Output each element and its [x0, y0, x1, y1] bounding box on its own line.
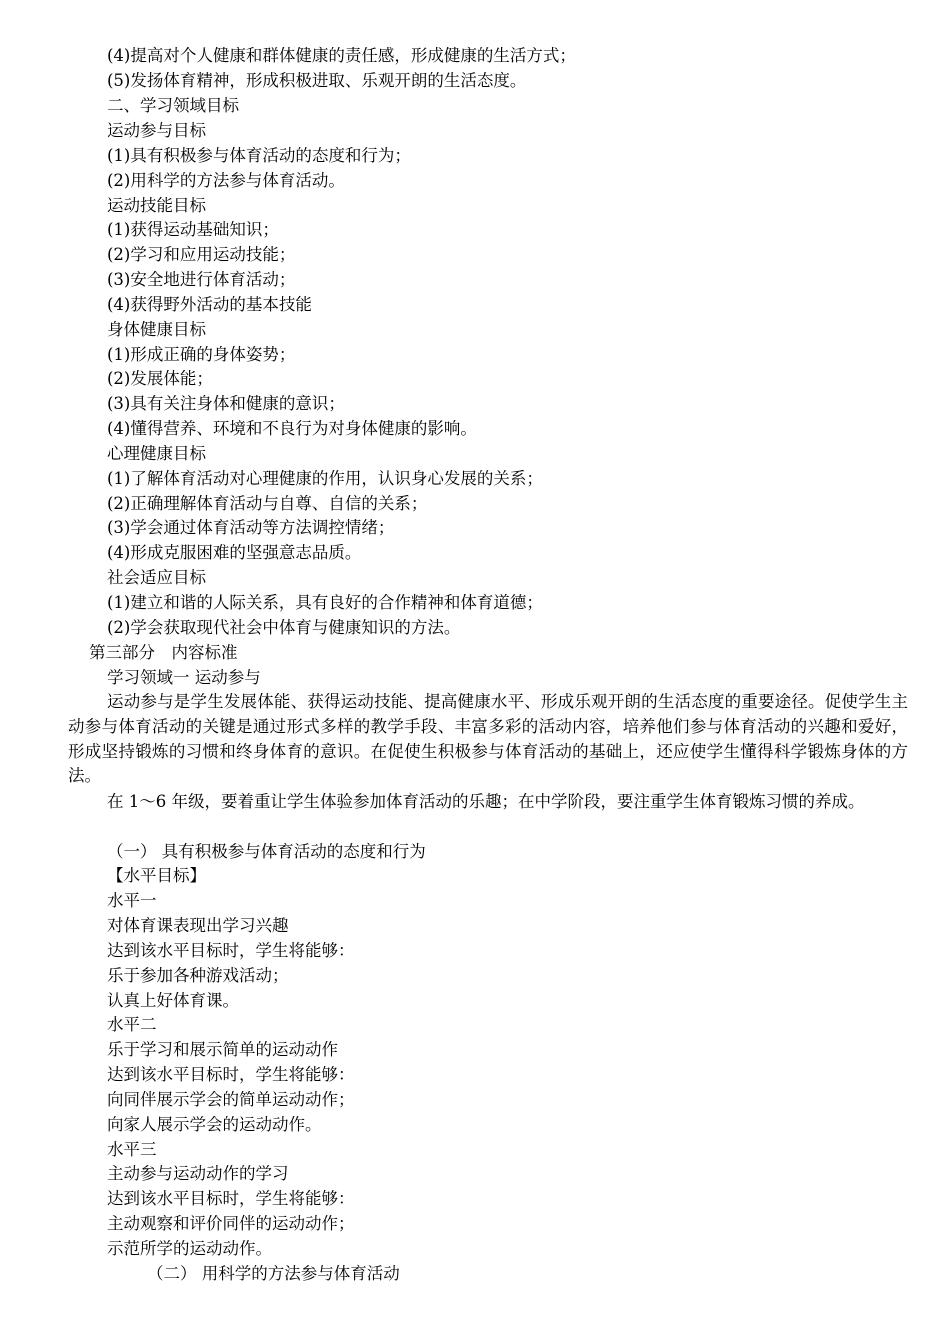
text-line: (4)提高对个人健康和群体健康的责任感，形成健康的生活方式； [107, 46, 576, 65]
subsection-heading: 社会适应目标 [107, 568, 206, 587]
section-heading: （二） 用科学的方法参与体育活动 [147, 1264, 400, 1283]
text-line: (1)建立和谐的人际关系，具有良好的合作精神和体育道德； [107, 593, 543, 612]
text-line: (2)用科学的方法参与体育活动。 [107, 171, 345, 190]
text-line: (1)获得运动基础知识； [107, 220, 279, 239]
text-line: (1)具有积极参与体育活动的态度和行为； [107, 146, 411, 165]
text-line: (2)学会获取现代社会中体育与健康知识的方法。 [107, 618, 461, 637]
text-line: (2)学习和应用运动技能； [107, 245, 296, 264]
section-heading: 二、学习领域目标 [107, 96, 239, 115]
text-line: 示范所学的运动动作。 [107, 1239, 272, 1258]
body-paragraph: 在 1～6 年级，要着重让学生体验参加体育活动的乐趣；在中学阶段，要注重学生体育锻炼习惯的养成。 [107, 792, 865, 811]
text-line: (2)正确理解体育活动与自尊、自信的关系； [107, 494, 428, 513]
text-line: 主动参与运动动作的学习 [107, 1164, 289, 1183]
text-line: (2)发展体能； [107, 369, 213, 388]
level-heading: 水平一 [107, 891, 157, 910]
section-heading: （一） 具有积极参与体育活动的态度和行为 [107, 842, 426, 861]
text-line: 乐于学习和展示简单的运动动作 [107, 1040, 338, 1059]
text-line: 主动观察和评价同伴的运动动作； [107, 1214, 355, 1233]
text-line: 认真上好体育课。 [107, 991, 239, 1010]
text-line: (4)形成克服困难的坚强意志品质。 [107, 543, 362, 562]
text-line: 对体育课表现出学习兴趣 [107, 916, 289, 935]
subsection-heading: 身体健康目标 [107, 320, 206, 339]
text-line: 达到该水平目标时，学生将能够： [107, 1189, 355, 1208]
text-line: 向家人展示学会的运动动作。 [107, 1115, 322, 1134]
body-paragraph: 运动参与是学生发展体能、获得运动技能、提高健康水平、形成乐观开朗的生活态度的重要途径。促使学生主动参与体育活动的关键是通过形式多样的教学手段、丰富多彩的活动内容，培养他们参与体育活动的兴趣和爱好，形成坚持锻炼的习惯和终身体育的意识。在促使生积极参与体育活动的基础上，还应使学生懂得科学锻炼身体的方法。 [68, 692, 908, 786]
text-line: (1)形成正确的身体姿势； [107, 345, 296, 364]
subsection-heading: 心理健康目标 [107, 444, 206, 463]
text-line: 达到该水平目标时，学生将能够： [107, 1065, 355, 1084]
text-line: (5)发扬体育精神，形成积极进取、乐观开朗的生活态度。 [107, 71, 527, 90]
text-line: (3)具有关注身体和健康的意识； [107, 394, 345, 413]
text-line: (3)安全地进行体育活动； [107, 270, 296, 289]
bracket-heading: 【水平目标】 [107, 866, 206, 885]
text-line: 达到该水平目标时，学生将能够： [107, 941, 355, 960]
level-heading: 水平二 [107, 1015, 157, 1034]
subsection-heading: 运动技能目标 [107, 196, 206, 215]
subsection-heading: 运动参与目标 [107, 121, 206, 140]
text-line: (3)学会通过体育活动等方法调控情绪； [107, 518, 395, 537]
text-line: (1)了解体育活动对心理健康的作用，认识身心发展的关系； [107, 469, 543, 488]
text-line: 乐于参加各种游戏活动； [107, 966, 289, 985]
text-line: (4)获得野外活动的基本技能 [107, 295, 312, 314]
level-heading: 水平三 [107, 1140, 157, 1159]
part-heading: 第三部分 内容标准 [89, 643, 238, 662]
text-line: 向同伴展示学会的简单运动动作； [107, 1090, 355, 1109]
domain-heading: 学习领域一 运动参与 [107, 668, 261, 687]
text-line: (4)懂得营养、环境和不良行为对身体健康的影响。 [107, 419, 477, 438]
